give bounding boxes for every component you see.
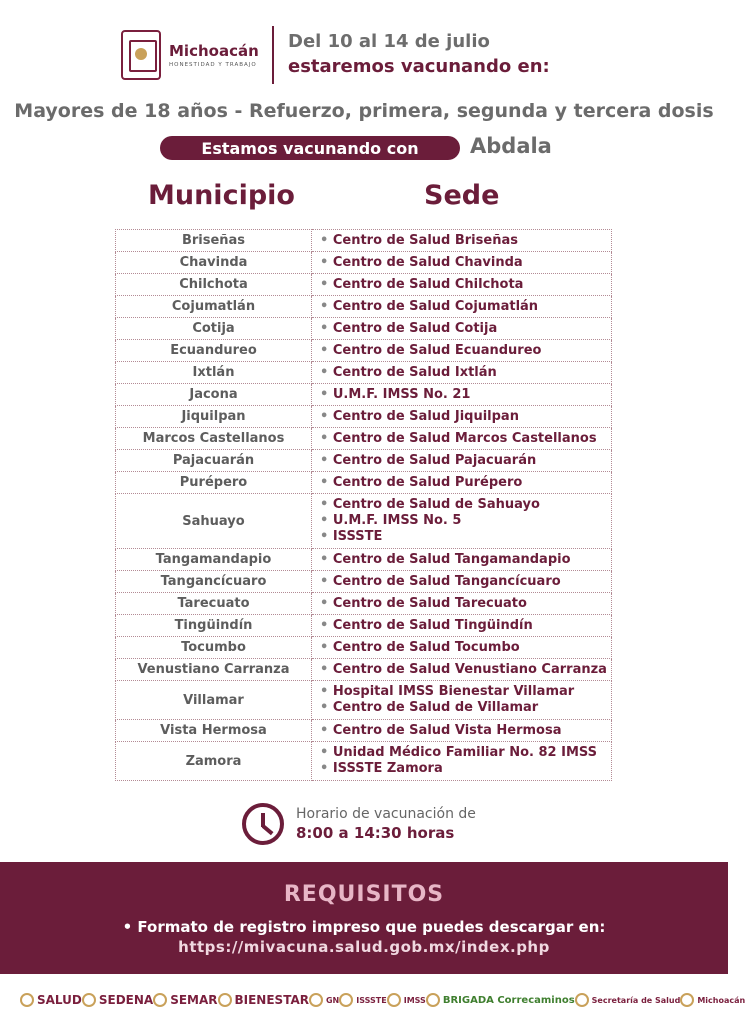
table-row [116, 252, 612, 274]
crest-icon [121, 30, 161, 80]
sede-cell [312, 362, 612, 384]
footer-logo: SALUD [20, 993, 82, 1007]
vaccinate-line: estaremos vacunando en: [288, 56, 550, 77]
municipio-cell: Tangamandapio [116, 549, 312, 571]
requirements-url[interactable]: https://mivacuna.salud.gob.mx/index.php [178, 938, 550, 956]
header [0, 0, 728, 90]
table-row [116, 318, 612, 340]
table-row [116, 494, 612, 549]
sede-item: • Centro de Salud Tingüindín [320, 618, 611, 634]
sede-item: • ISSSTE [320, 529, 611, 545]
municipio-cell: Ixtlán [116, 362, 312, 384]
sede-item: • Centro de Salud Ecuandureo [320, 343, 611, 359]
clock-icon [242, 803, 284, 845]
table-row [116, 720, 612, 742]
sede-cell [312, 742, 612, 781]
municipio-cell: Jiquilpan [116, 406, 312, 428]
sede-cell [312, 406, 612, 428]
footer-logo: ISSSTE [339, 993, 386, 1007]
sede-item: • Centro de Salud Tocumbo [320, 640, 611, 656]
sede-cell [312, 549, 612, 571]
footer-logo: IMSS [387, 993, 426, 1007]
municipio-cell: Tocumbo [116, 637, 312, 659]
sede-item: • Centro de Salud Purépero [320, 475, 611, 491]
logo-tagline: HONESTIDAD Y TRABAJO [169, 62, 257, 68]
sede-item: • Unidad Médico Familiar No. 82 IMSS [320, 745, 611, 761]
table-row [116, 296, 612, 318]
municipio-cell: Pajacuarán [116, 450, 312, 472]
sede-cell [312, 428, 612, 450]
municipio-cell: Purépero [116, 472, 312, 494]
table-row [116, 593, 612, 615]
sede-item: • Centro de Salud Cotija [320, 321, 611, 337]
sede-cell [312, 681, 612, 720]
sede-item: • Hospital IMSS Bienestar Villamar [320, 684, 611, 700]
sede-cell [312, 274, 612, 296]
sede-item: • Centro de Salud Ixtlán [320, 365, 611, 381]
schedule [242, 803, 476, 845]
table-row [116, 230, 612, 252]
table-row [116, 384, 612, 406]
header-municipio: Municipio [148, 180, 295, 211]
logo-mark-icon [575, 993, 589, 1007]
logo-mark-icon [339, 993, 353, 1007]
table-row [116, 615, 612, 637]
table-row [116, 637, 612, 659]
footer-logo: SEDENA [82, 993, 153, 1007]
municipio-cell: Ecuandureo [116, 340, 312, 362]
sede-item: • Centro de Salud Briseñas [320, 233, 611, 249]
sede-item: • U.M.F. IMSS No. 5 [320, 513, 611, 529]
logo-mark-icon [20, 993, 34, 1007]
sede-cell [312, 318, 612, 340]
sede-item: • Centro de Salud Tangancícuaro [320, 574, 611, 590]
logo-mark-icon [426, 993, 440, 1007]
table-row [116, 450, 612, 472]
sede-cell [312, 296, 612, 318]
table-row [116, 681, 612, 720]
sede-cell [312, 450, 612, 472]
table-row [116, 659, 612, 681]
schedule-label: Horario de vacunación de [296, 806, 476, 822]
requirements-title: REQUISITOS [283, 882, 445, 907]
footer-logo: GN [309, 993, 339, 1007]
sede-item: • Centro de Salud de Villamar [320, 700, 611, 716]
sede-item: • Centro de Salud Tangamandapio [320, 552, 611, 568]
sede-cell [312, 252, 612, 274]
requirements-item: • Formato de registro impreso que puedes descargar en: [122, 918, 606, 936]
footer-logos [20, 985, 745, 1015]
municipio-cell: Chavinda [116, 252, 312, 274]
header-divider [272, 26, 274, 84]
municipio-cell: Tarecuato [116, 593, 312, 615]
sites-table [115, 229, 612, 781]
sede-item: • U.M.F. IMSS No. 21 [320, 387, 611, 403]
sede-item: • Centro de Salud Pajacuarán [320, 453, 611, 469]
logo-mark-icon [387, 993, 401, 1007]
municipio-cell: Marcos Castellanos [116, 428, 312, 450]
municipio-cell: Sahuayo [116, 494, 312, 549]
sede-item: • Centro de Salud Chilchota [320, 277, 611, 293]
header-sede: Sede [424, 180, 500, 211]
table-row [116, 362, 612, 384]
table-row [116, 428, 612, 450]
logo-mark-icon [680, 993, 694, 1007]
footer-logo: SEMAR [153, 993, 217, 1007]
sede-item: • Centro de Salud Cojumatlán [320, 299, 611, 315]
sede-item: • Centro de Salud Marcos Castellanos [320, 431, 611, 447]
logo-mark-icon [153, 993, 167, 1007]
sede-cell [312, 615, 612, 637]
sede-cell [312, 384, 612, 406]
sede-cell [312, 720, 612, 742]
sede-item: • Centro de Salud Chavinda [320, 255, 611, 271]
michoacan-logo [121, 30, 259, 80]
sede-cell [312, 593, 612, 615]
municipio-cell: Chilchota [116, 274, 312, 296]
logo-mark-icon [218, 993, 232, 1007]
municipio-cell: Venustiano Carranza [116, 659, 312, 681]
municipio-cell: Tangancícuaro [116, 571, 312, 593]
table-row [116, 472, 612, 494]
vaccine-name: Abdala [470, 134, 552, 158]
municipio-cell: Vista Hermosa [116, 720, 312, 742]
municipio-cell: Villamar [116, 681, 312, 720]
municipio-cell: Cotija [116, 318, 312, 340]
logo-mark-icon [309, 993, 323, 1007]
municipio-cell: Tingüindín [116, 615, 312, 637]
subtitle: Mayores de 18 años - Refuerzo, primera, segunda y tercera dosis [14, 100, 714, 122]
logo-name: Michoacán [169, 42, 259, 60]
sede-item: • Centro de Salud Venustiano Carranza [320, 662, 611, 678]
sede-item: • Centro de Salud Tarecuato [320, 596, 611, 612]
municipio-cell: Briseñas [116, 230, 312, 252]
sede-cell [312, 494, 612, 549]
sede-cell [312, 571, 612, 593]
table-row [116, 549, 612, 571]
date-line: Del 10 al 14 de julio [288, 31, 490, 52]
sede-cell [312, 659, 612, 681]
municipio-cell: Cojumatlán [116, 296, 312, 318]
schedule-hours: 8:00 a 14:30 horas [296, 824, 455, 842]
sede-item: • ISSSTE Zamora [320, 761, 611, 777]
sede-item: • Centro de Salud Jiquilpan [320, 409, 611, 425]
sede-cell [312, 230, 612, 252]
table-row [116, 571, 612, 593]
sede-cell [312, 340, 612, 362]
sede-item: • Centro de Salud Vista Hermosa [320, 723, 611, 739]
footer-logo: Michoacán [680, 993, 745, 1007]
sede-cell [312, 637, 612, 659]
logo-mark-icon [82, 993, 96, 1007]
table-row [116, 340, 612, 362]
sede-cell [312, 472, 612, 494]
sede-item: • Centro de Salud de Sahuayo [320, 497, 611, 513]
footer-logo: BRIGADA Correcaminos [426, 993, 575, 1007]
municipio-cell: Jacona [116, 384, 312, 406]
footer-logo: BIENESTAR [218, 993, 309, 1007]
municipio-cell: Zamora [116, 742, 312, 781]
vaccine-label: Estamos vacunando con [160, 136, 460, 160]
table-row [116, 274, 612, 296]
table-row [116, 406, 612, 428]
footer-logo: Secretaría de Salud [575, 993, 681, 1007]
table-row [116, 742, 612, 781]
